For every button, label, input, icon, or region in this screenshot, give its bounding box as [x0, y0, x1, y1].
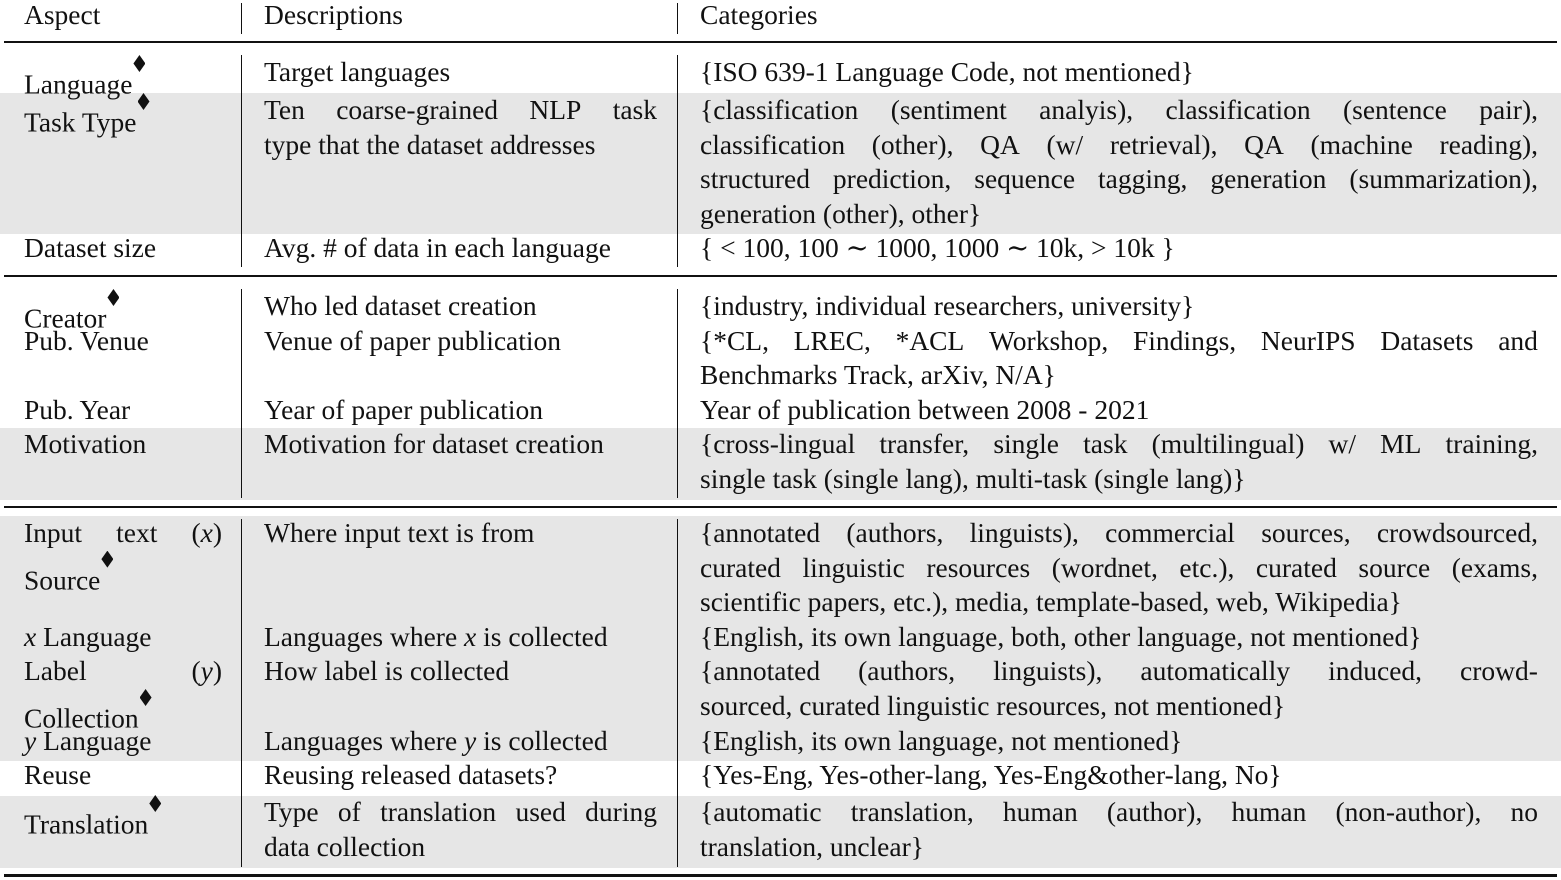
aspect-pub-venue: Pub. Venue	[24, 324, 149, 356]
aspect-label: Language	[24, 68, 133, 100]
aspect-pub-year: Pub. Year	[24, 393, 131, 425]
description-label-collection: How label is collected	[264, 655, 510, 687]
diamond-icon	[133, 55, 145, 72]
aspect-label: Task Type	[24, 106, 137, 138]
categories-pub-year: Year of publication between 2008 - 2021	[700, 393, 1150, 425]
diamond-icon	[140, 689, 152, 706]
rule-group-1	[4, 275, 1557, 277]
description-reuse: Reusing released datasets?	[264, 759, 558, 791]
header-descriptions: Descriptions	[264, 0, 404, 30]
aspect-input-source-line-1: Input text (x)	[24, 517, 222, 548]
aspect-translation	[24, 795, 222, 842]
aspect-label-collection-line-1: Label (y)	[24, 655, 222, 687]
categories-dataset-size: { < 100, 100 ∼ 1000, 1000 ∼ 10k, > 10k }	[700, 232, 1175, 263]
column-separator	[677, 3, 678, 34]
description-creator: Who led dataset creation	[264, 290, 537, 321]
description-task-type-line-2: type that the dataset addresses	[264, 128, 596, 160]
aspect-label: Source	[24, 564, 101, 596]
aspect-dataset-size: Dataset size	[24, 232, 157, 263]
categories-input-source-line-1: {annotated (authors, linguists), commercial sources, crowdsourced,	[700, 517, 1538, 548]
categories-label-collection-line-1: {annotated (authors, linguists), automatically induced, crowd-	[700, 655, 1538, 687]
column-separator	[241, 519, 242, 867]
column-separator	[241, 3, 242, 34]
aspect-motivation: Motivation	[24, 428, 147, 460]
description-translation-line-1: Type of translation used during	[264, 796, 657, 827]
aspect-input-source-line-2	[24, 551, 222, 598]
aspect-label: Collection	[24, 702, 139, 734]
rule-header-bottom	[4, 41, 1557, 43]
categories-task-type-line-4: generation (other), other}	[700, 197, 982, 229]
diamond-icon	[101, 551, 113, 568]
categories-task-type-line-2: classification (other), QA (w/ retrieval), QA (machine reading),	[700, 128, 1538, 160]
categories-x-language: {English, its own language, both, other language, not mentioned}	[700, 620, 1422, 652]
categories-reuse: {Yes-Eng, Yes-other-lang, Yes-Eng&other-lang, No}	[700, 759, 1282, 791]
description-motivation: Motivation for dataset creation	[264, 428, 604, 460]
categories-translation-line-2: translation, unclear}	[700, 830, 924, 862]
categories-translation-line-1: {automatic translation, human (author), human (non-author), no	[700, 796, 1538, 827]
description-y-language: Languages where y is collected	[264, 724, 608, 756]
description-x-language: Languages where x is collected	[264, 620, 608, 652]
aspect-label: Translation	[24, 808, 149, 840]
categories-task-type-line-3: structured prediction, sequence tagging, generation (summarization),	[700, 163, 1538, 195]
diamond-icon	[149, 795, 161, 812]
categories-input-source-line-3: scientific papers, etc.), media, template-based, web, Wikipedia}	[700, 586, 1402, 618]
categories-y-language: {English, its own language, not mentioned}	[700, 724, 1183, 756]
aspect-reuse: Reuse	[24, 759, 92, 791]
column-separator	[241, 289, 242, 498]
aspect-x-language: x Language	[24, 620, 152, 652]
header-categories: Categories	[700, 0, 818, 30]
header-aspect: Aspect	[24, 0, 101, 30]
categories-creator: {industry, individual researchers, university}	[700, 290, 1195, 321]
description-pub-venue: Venue of paper publication	[264, 324, 562, 356]
description-task-type-line-1: Ten coarse-grained NLP task	[264, 94, 657, 125]
categories-pub-venue-line-1: {*CL, LREC, *ACL Workshop, Findings, NeurIPS Datasets and	[700, 324, 1538, 356]
categories-motivation-line-1: {cross-lingual transfer, single task (multilingual) w/ ML training,	[700, 428, 1538, 460]
diamond-icon	[107, 289, 119, 306]
description-translation-line-2: data collection	[264, 830, 426, 862]
description-language: Target languages	[264, 56, 451, 87]
categories-pub-venue-line-2: Benchmarks Track, arXiv, N/A}	[700, 359, 1056, 391]
aspect-label: Creator	[24, 302, 107, 334]
aspect-task-type	[24, 93, 222, 140]
column-separator	[241, 55, 242, 267]
categories-motivation-line-2: single task (single lang), multi-task (single lang)}	[700, 463, 1246, 494]
column-separator	[677, 289, 678, 498]
diamond-icon	[138, 93, 150, 110]
categories-task-type-line-1: {classification (sentiment analyis), classification (sentence pair),	[700, 94, 1538, 125]
description-dataset-size: Avg. # of data in each language	[264, 232, 611, 263]
categories-language: {ISO 639-1 Language Code, not mentioned}	[700, 56, 1194, 87]
categories-input-source-line-2: curated linguistic resources (wordnet, etc.), curated source (exams,	[700, 551, 1538, 583]
description-pub-year: Year of paper publication	[264, 393, 544, 425]
aspect-y-language: y Language	[24, 724, 152, 756]
rule-group-2	[4, 506, 1557, 508]
description-input-source: Where input text is from	[264, 517, 535, 548]
column-separator	[677, 55, 678, 267]
rule-table-bottom	[4, 874, 1557, 877]
column-separator	[677, 519, 678, 867]
categories-label-collection-line-2: sourced, curated linguistic resources, not mentioned}	[700, 690, 1286, 721]
